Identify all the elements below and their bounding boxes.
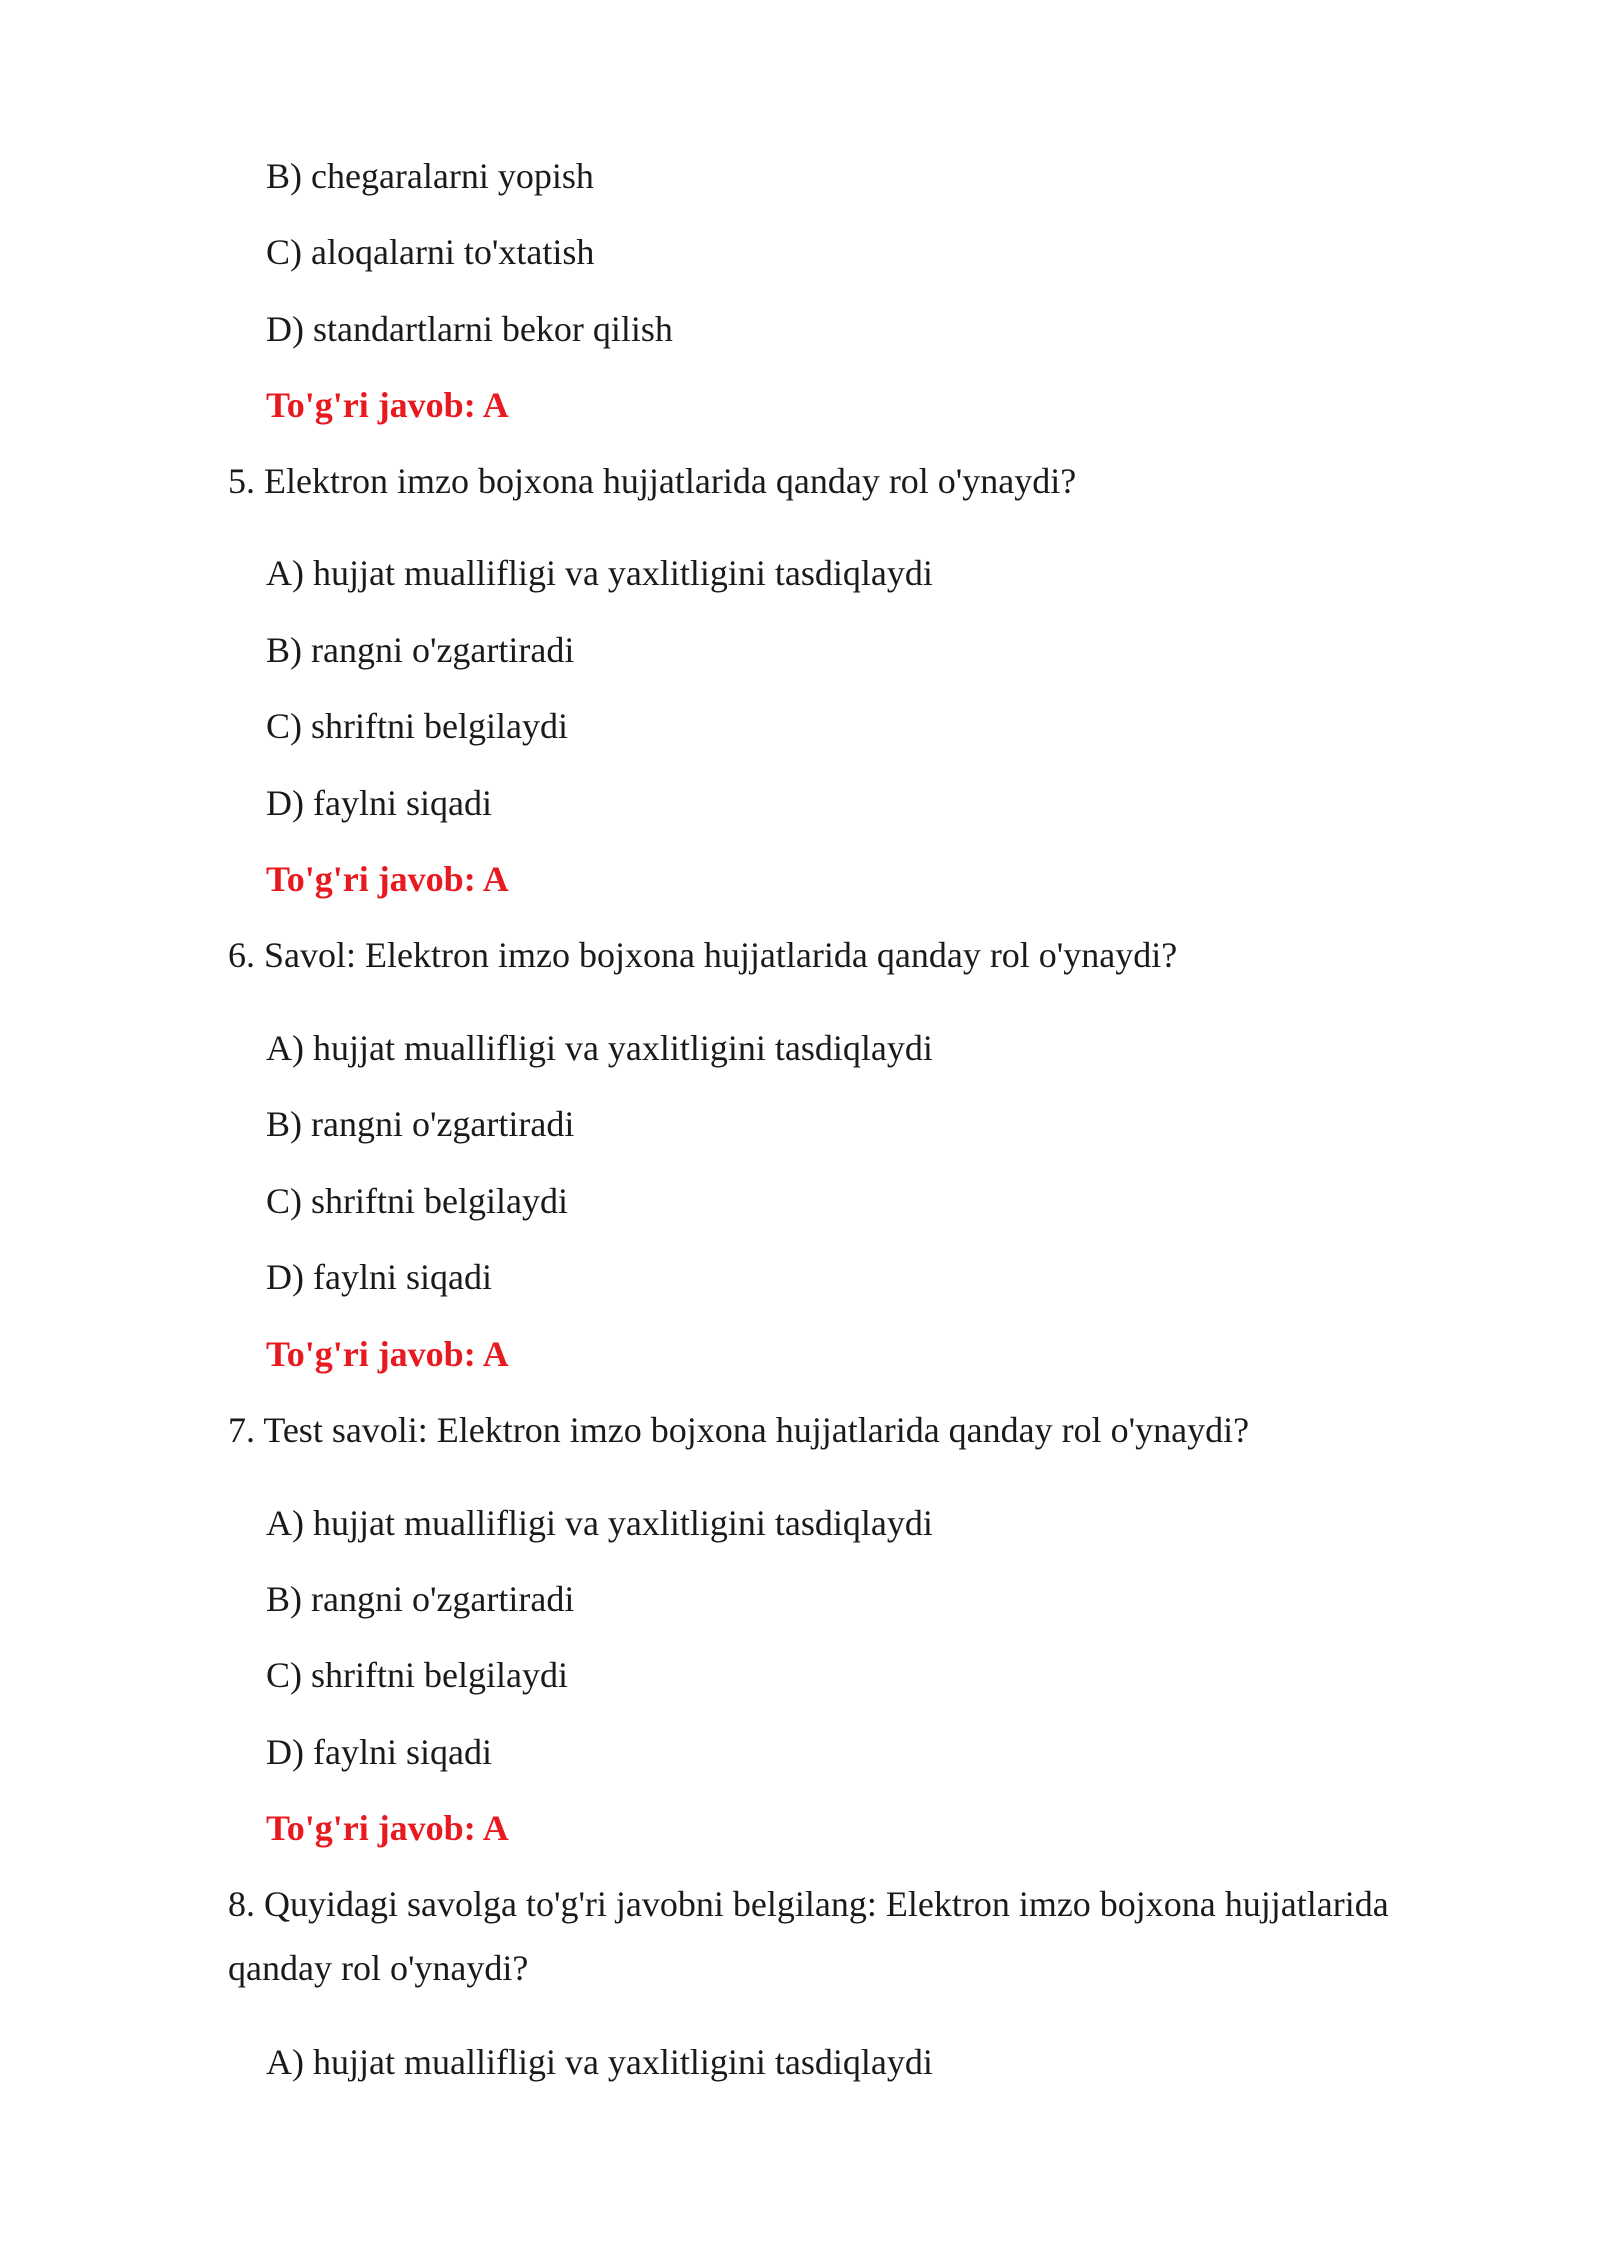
option-8a: A) hujjat muallifligi va yaxlitligini tasdiqlaydi xyxy=(266,2042,933,2082)
option-5b: B) rangni o'zgartiradi xyxy=(266,630,575,670)
option-6b: B) rangni o'zgartiradi xyxy=(266,1104,575,1144)
option-4d: D) standartlarni bekor qilish xyxy=(266,309,673,349)
option-7c: C) shriftni belgilaydi xyxy=(266,1655,568,1695)
question-6: 6. Savol: Elektron imzo bojxona hujjatlarida qanday rol o'ynaydi? xyxy=(228,935,1178,975)
question-7: 7. Test savoli: Elektron imzo bojxona hujjatlarida qanday rol o'ynaydi? xyxy=(228,1410,1250,1450)
option-7a: A) hujjat muallifligi va yaxlitligini tasdiqlaydi xyxy=(266,1503,933,1543)
option-5c: C) shriftni belgilaydi xyxy=(266,706,568,746)
option-5d: D) faylni siqadi xyxy=(266,783,492,823)
answer-4: To'g'ri javob: A xyxy=(266,385,509,425)
option-6a: A) hujjat muallifligi va yaxlitligini tasdiqlaydi xyxy=(266,1028,933,1068)
question-5: 5. Elektron imzo bojxona hujjatlarida qanday rol o'ynaydi? xyxy=(228,461,1077,501)
answer-6: To'g'ri javob: A xyxy=(266,1334,509,1374)
option-6d: D) faylni siqadi xyxy=(266,1257,492,1297)
option-4b: B) chegaralarni yopish xyxy=(266,156,594,196)
question-8: 8. Quyidagi savolga to'g'ri javobni belgilang: Elektron imzo bojxona hujjatlarida qanday rol o'ynaydi? xyxy=(228,1884,1389,1988)
answer-7: To'g'ri javob: A xyxy=(266,1808,509,1848)
option-7d: D) faylni siqadi xyxy=(266,1732,492,1772)
option-6c: C) shriftni belgilaydi xyxy=(266,1181,568,1221)
answer-5: To'g'ri javob: A xyxy=(266,859,509,899)
option-7b: B) rangni o'zgartiradi xyxy=(266,1579,575,1619)
option-5a: A) hujjat muallifligi va yaxlitligini tasdiqlaydi xyxy=(266,553,933,593)
option-4c: C) aloqalarni to'xtatish xyxy=(266,232,595,272)
